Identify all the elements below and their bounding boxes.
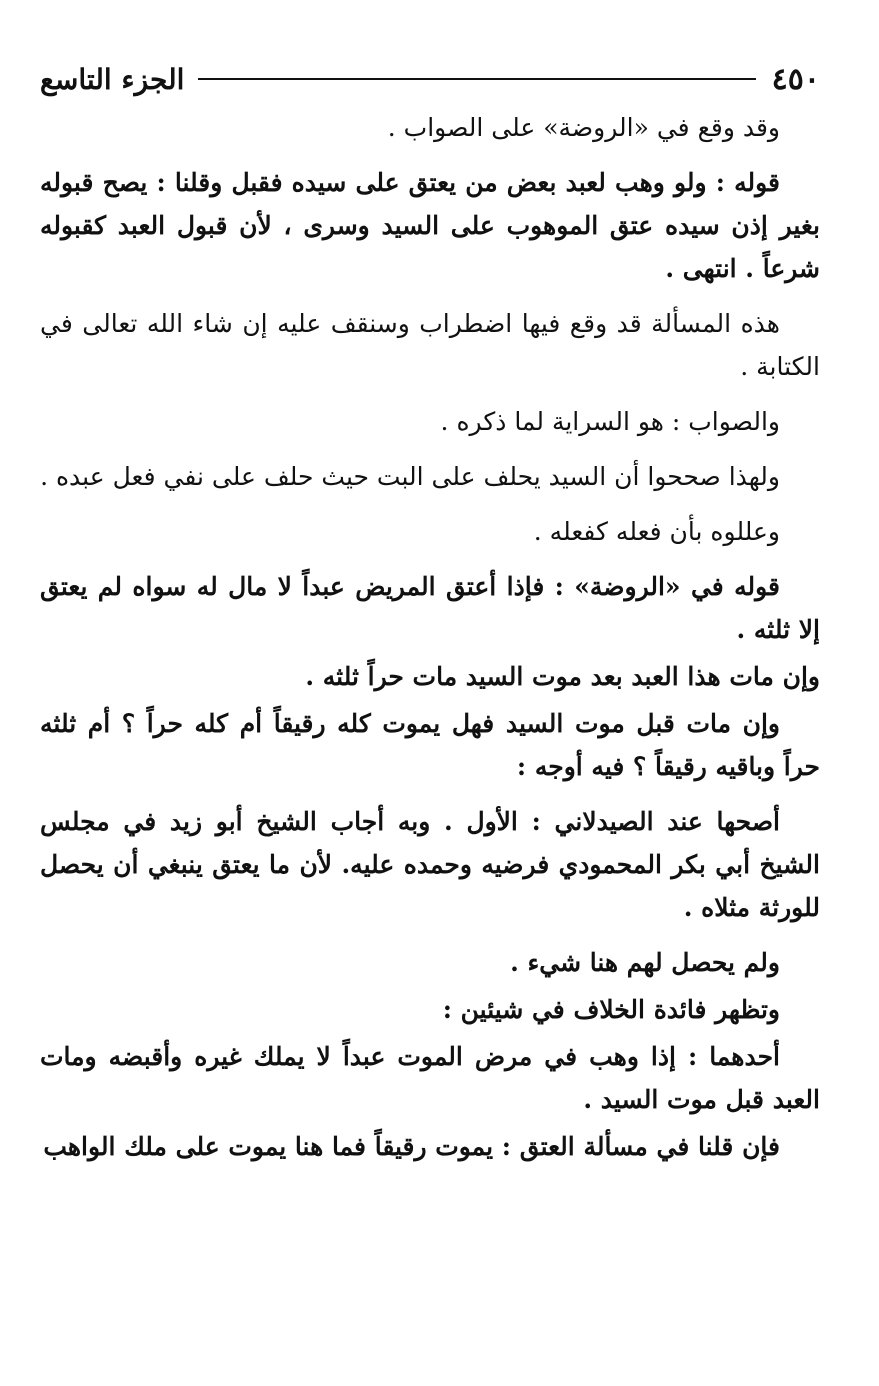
document-page — [40, 58, 820, 1172]
body-text — [40, 106, 820, 1168]
paragraph: ولهذا صححوا أن السيد يحلف على البت حيث حلف على نفي فعل عبده . — [40, 462, 780, 491]
paragraph: وإن مات هذا العبد بعد موت السيد مات حراً ثلثه . — [305, 662, 820, 691]
paragraph: هذه المسألة قد وقع فيها اضطراب وسنقف عليه إن شاء الله تعالى في الكتابة . — [40, 309, 820, 381]
page-number: ٤٥٠ — [771, 61, 820, 97]
paragraph: قوله في «الروضة» : فإذا أعتق المريض عبداً لا مال له سواه لم يعتق إلا ثلثه . — [40, 572, 820, 644]
page-header — [40, 58, 820, 100]
paragraph: فإن قلنا في مسألة العتق : يموت رقيقاً فما هنا يموت على ملك الواهب — [43, 1132, 780, 1161]
paragraph: وقد وقع في «الروضة» على الصواب . — [387, 113, 780, 142]
running-title: الجزء التاسع — [40, 62, 185, 96]
paragraph: والصواب : هو السراية لما ذكره . — [440, 407, 780, 436]
paragraph: ولم يحصل لهم هنا شيء . — [510, 948, 780, 977]
paragraph: وعللوه بأن فعله كفعله . — [533, 517, 780, 546]
paragraph: وإن مات قبل موت السيد فهل يموت كله رقيقاً أم كله حراً ؟ أم ثلثه حراً وباقيه رقيقاً ؟ فيه أوجه : — [40, 709, 820, 781]
header-rule — [198, 78, 755, 80]
paragraph: أصحها عند الصيدلاني : الأول . وبه أجاب الشيخ أبو زيد في مجلس الشيخ أبي بكر المحمودي فرضيه وحمده عليه. لأن ما يعتق ينبغي أن يحصل للورثة مثلاه . — [40, 807, 820, 922]
paragraph: قوله : ولو وهب لعبد بعض من يعتق على سيده فقبل وقلنا : يصح قبوله بغير إذن سيده عتق الموهوب على السيد وسرى ، لأن قبول العبد كقبوله شرعاً . انتهى . — [40, 168, 820, 283]
paragraph: أحدهما : إذا وهب في مرض الموت عبداً لا يملك غيره وأقبضه ومات العبد قبل موت السيد . — [40, 1042, 820, 1114]
paragraph: وتظهر فائدة الخلاف في شيئين : — [442, 995, 780, 1024]
